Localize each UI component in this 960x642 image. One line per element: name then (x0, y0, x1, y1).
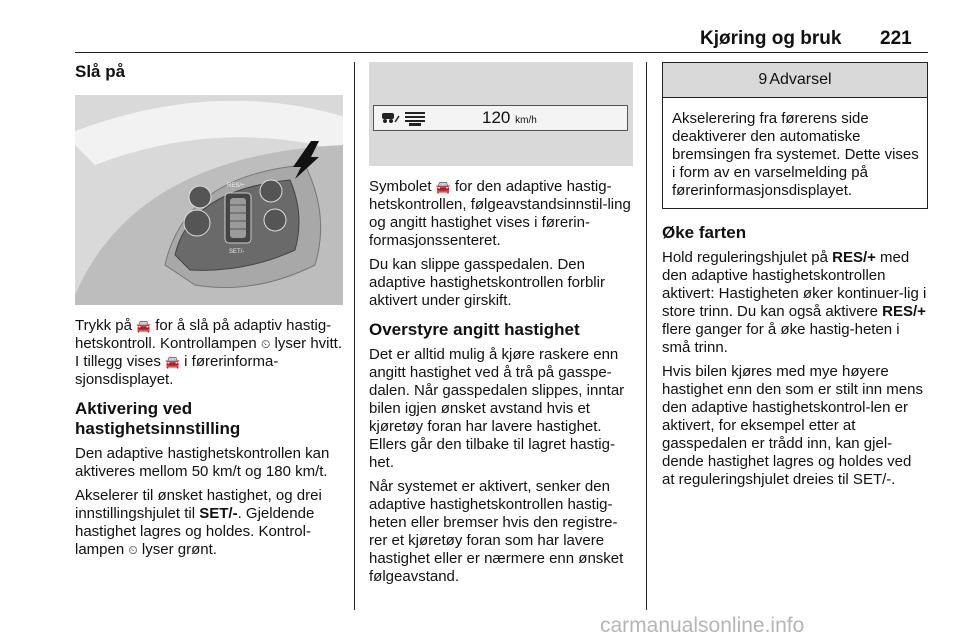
cruise-lamp-icon-2: ⏲ (128, 543, 138, 557)
column-2 (369, 62, 633, 592)
paragraph-override: Det er alltid mulig å kjøre raskere enn angitt hastighet ved å trå på gasspe-dalen. Når gasspedalen slippes, inntar bilen igjen ønsket avstand hvis et kjøretøy foran har lavere hastighet. Ellers går den tilbake til lagret hastig-het. (369, 346, 625, 471)
column-divider-2 (646, 62, 647, 610)
section-title-activation: Aktivering ved hastighetsinnstilling (75, 399, 241, 438)
paragraph-hold-wheel: Hold reguleringshjulet på RES/+ med den adaptive hastighetskontrollen aktivert: Hastigheten øker kontinuer-lig i store trinn. Du kan også aktivere RES/+ flere ganger for å øke hastig-heten i små trinn. (662, 249, 927, 356)
cruise-lamp-icon: ⏲ (260, 337, 271, 351)
header-rule (75, 52, 928, 53)
watermark: carmanualsonline.info (600, 614, 805, 637)
page-header-title: Kjøring og bruk (700, 28, 842, 49)
section-title-increase-speed: Øke farten (662, 223, 747, 242)
distance-setting-icon (404, 110, 426, 126)
adaptive-cruise-icon-2: 🚘 (165, 355, 180, 369)
warning-header (663, 63, 927, 98)
paragraph-symbol: Symbolet 🚘 for den adaptive hastig-hetskontrollen, følgeavstandsinnstil-ling og angitt hastighet vises i førerin-formasjonssenteret. (369, 178, 631, 249)
steering-wheel-svg (75, 95, 343, 305)
warning-icon: 9 (758, 71, 768, 88)
paragraph-activation-range: Den adaptive hastighetskontrollen kan aktiveres mellom 50 km/t og 180 km/t. (75, 445, 330, 480)
section-heading-slaa-paa: Slå på (75, 62, 126, 81)
res-label: RES/+ (227, 183, 245, 189)
paragraph-release-pedal: Du kan slippe gasspedalen. Den adaptive hastighetskontrollen forblir aktivert under girskift. (369, 256, 605, 309)
column-3 (662, 62, 928, 495)
driver-info-display-illustration (369, 62, 633, 166)
warning-body (663, 98, 927, 208)
set-label: SET/- (229, 249, 245, 255)
steering-wheel-illustration (75, 95, 343, 305)
paragraph-accelerate: Akselerer til ønsket hastighet, og drei innstillingshjulet til SET/-. Gjeldende hastighet lagres og holdes. Kontrol-lampen ⏲ lyser grønt. (75, 487, 322, 558)
set-speed-value: 120 km/h (482, 108, 537, 127)
warning-text: Akselerering fra førerens side deaktiverer den automatiske bremsingen fra systemet. Dette vises i form av en varselmelding på førerinformasjonsdisplayet. (672, 110, 919, 199)
adaptive-cruise-icon: 🚘 (136, 319, 152, 333)
warning-title: Advarsel (769, 71, 832, 88)
column-divider-1 (354, 62, 355, 610)
page-number: 221 (880, 28, 912, 49)
speed-unit: km/h (515, 115, 537, 126)
adaptive-cruise-icon-3: 🚘 (435, 180, 451, 194)
paragraph-system-active: Når systemet er aktivert, senker den adaptive hastighetskontrollen hastig-heten eller bremser hvis den registre-rer et kjøretøy foran som har lavere hastighet eller er nærmere enn ønsket følgeavstand. (369, 478, 624, 585)
adaptive-cruise-display-icon (380, 110, 400, 126)
warning-box (662, 62, 928, 209)
paragraph-turn-on: Trykk på 🚘 for å slå på adaptiv hastig-hetskontroll. Kontrollampen ⏲ lyser hvitt. I tillegg vises 🚘 i førerinforma-sjonsdisplayet. (75, 317, 342, 388)
paragraph-higher-speed: Hvis bilen kjøres med mye høyere hastighet enn den som er stilt inn mens den adaptive hastighetskontrol-len er aktivert, for eksempel etter at gasspedalen er trådd inn, kan gjel-dende hastighet lagres og holdes ved at reguleringshjulet dreies til SET/-. (662, 363, 923, 488)
display-panel (373, 105, 628, 131)
column-1 (75, 62, 343, 565)
section-title-override: Overstyre angitt hastighet (369, 320, 580, 339)
